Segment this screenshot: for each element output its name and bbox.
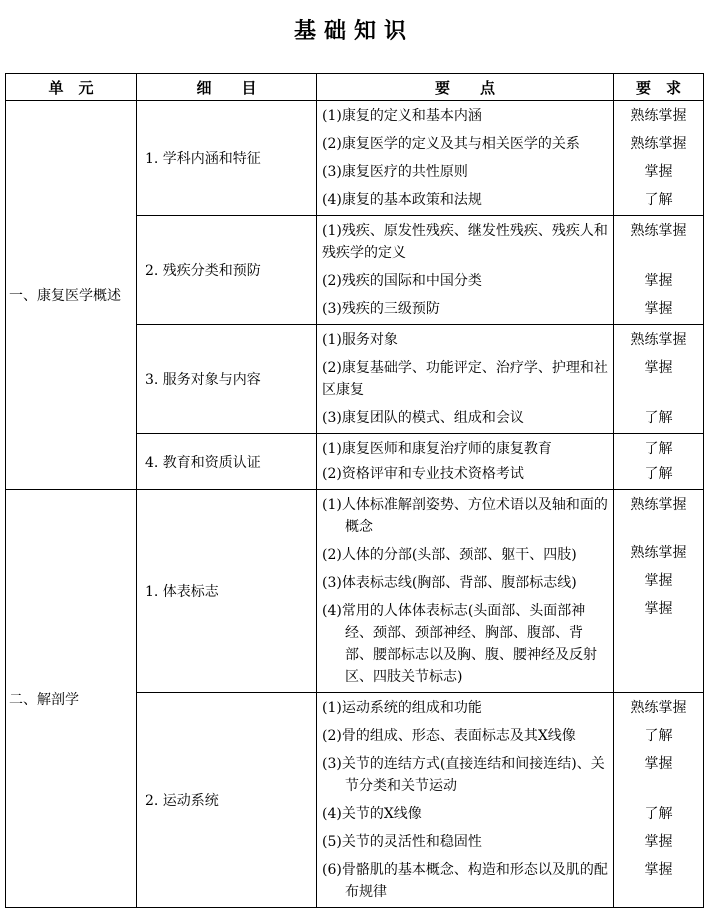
detail-cell: 2. 残疾分类和预防 <box>137 216 317 325</box>
point-item: (1)康复的定义和基本内涵 <box>322 108 482 124</box>
requirement-item: 了解 <box>644 441 673 457</box>
requirement-item: 掌握 <box>644 301 673 317</box>
requirement-item: 熟练掌握 <box>630 497 687 513</box>
header-row <box>6 74 704 101</box>
unit-cell: 二、解剖学 <box>6 490 137 908</box>
header-requirement: 要 求 <box>614 74 704 101</box>
point-item: (2)康复基础学、功能评定、治疗学、护理和社区康复 <box>322 360 608 398</box>
header-unit: 单 元 <box>6 74 137 101</box>
point-item: (1)康复医师和康复治疗师的康复教育 <box>322 441 552 457</box>
table-row <box>6 101 704 216</box>
requirement-cell <box>614 325 704 434</box>
requirement-item: 熟练掌握 <box>630 108 687 124</box>
requirement-item: 掌握 <box>644 601 673 617</box>
requirement-item: 熟练掌握 <box>630 545 687 561</box>
requirement-item: 熟练掌握 <box>630 700 687 716</box>
requirement-cell <box>614 693 704 908</box>
requirement-item: 掌握 <box>644 164 673 180</box>
points-cell <box>317 490 614 693</box>
point-item: (1)运动系统的组成和功能 <box>322 700 482 716</box>
point-item: (3)体表标志线(胸部、背部、腹部标志线) <box>322 575 577 591</box>
requirement-item: 了解 <box>644 466 673 482</box>
requirement-cell <box>614 490 704 693</box>
point-item: (6)骨骼肌的基本概念、构造和形态以及肌的配布规律 <box>322 862 608 900</box>
point-item: (4)常用的人体体表标志(头面部、头面部神经、颈部、颈部神经、胸部、腹部、背部、腰部标志以及胸、腹、腰神经及反射区、四肢关节标志) <box>322 603 597 685</box>
detail-cell: 3. 服务对象与内容 <box>137 325 317 434</box>
point-item: (1)残疾、原发性残疾、继发性残疾、残疾人和残疾学的定义 <box>322 223 608 261</box>
point-item: (2)人体的分部(头部、颈部、躯干、四肢) <box>322 547 577 563</box>
requirement-cell <box>614 434 704 490</box>
unit-cell: 一、康复医学概述 <box>6 101 137 490</box>
point-item: (3)康复医疗的共性原则 <box>322 164 468 180</box>
page-title: 基础知识 <box>293 19 414 44</box>
point-item: (1)服务对象 <box>322 332 398 348</box>
points-cell <box>317 101 614 216</box>
requirement-cell <box>614 216 704 325</box>
point-item: (2)资格评审和专业技术资格考试 <box>322 466 524 482</box>
point-item: (4)关节的X线像 <box>322 806 422 822</box>
header-detail: 细 目 <box>137 74 317 101</box>
requirement-item: 熟练掌握 <box>630 332 687 348</box>
point-item: (2)骨的组成、形态、表面标志及其X线像 <box>322 728 576 744</box>
requirement-item: 掌握 <box>644 360 673 376</box>
requirement-item: 熟练掌握 <box>630 136 687 152</box>
requirement-item: 掌握 <box>644 862 673 878</box>
header-points: 要 点 <box>317 74 614 101</box>
point-item: (3)残疾的三级预防 <box>322 301 440 317</box>
table-row <box>6 490 704 693</box>
point-item: (2)康复医学的定义及其与相关医学的关系 <box>322 136 580 152</box>
detail-cell: 2. 运动系统 <box>137 693 317 908</box>
points-cell <box>317 216 614 325</box>
requirement-item: 掌握 <box>644 756 673 772</box>
requirement-item: 了解 <box>644 410 673 426</box>
detail-cell: 1. 学科内涵和特征 <box>137 101 317 216</box>
point-item: (3)关节的连结方式(直接连结和间接连结)、关节分类和关节运动 <box>322 756 605 794</box>
requirement-item: 了解 <box>644 806 673 822</box>
requirement-item: 了解 <box>644 192 673 208</box>
points-cell <box>317 325 614 434</box>
requirement-item: 熟练掌握 <box>630 223 687 239</box>
detail-cell: 1. 体表标志 <box>137 490 317 693</box>
requirement-item: 掌握 <box>644 573 673 589</box>
requirement-item: 了解 <box>644 728 673 744</box>
point-item: (5)关节的灵活性和稳固性 <box>322 834 482 850</box>
point-item: (1)人体标准解剖姿势、方位术语以及轴和面的概念 <box>322 497 608 535</box>
syllabus-table <box>5 73 704 908</box>
points-cell <box>317 434 614 490</box>
point-item: (3)康复团队的模式、组成和会议 <box>322 410 524 426</box>
requirement-item: 掌握 <box>644 273 673 289</box>
detail-cell: 4. 教育和资质认证 <box>137 434 317 490</box>
requirement-cell <box>614 101 704 216</box>
point-item: (4)康复的基本政策和法规 <box>322 192 482 208</box>
requirement-item: 掌握 <box>644 834 673 850</box>
point-item: (2)残疾的国际和中国分类 <box>322 273 482 289</box>
points-cell <box>317 693 614 908</box>
